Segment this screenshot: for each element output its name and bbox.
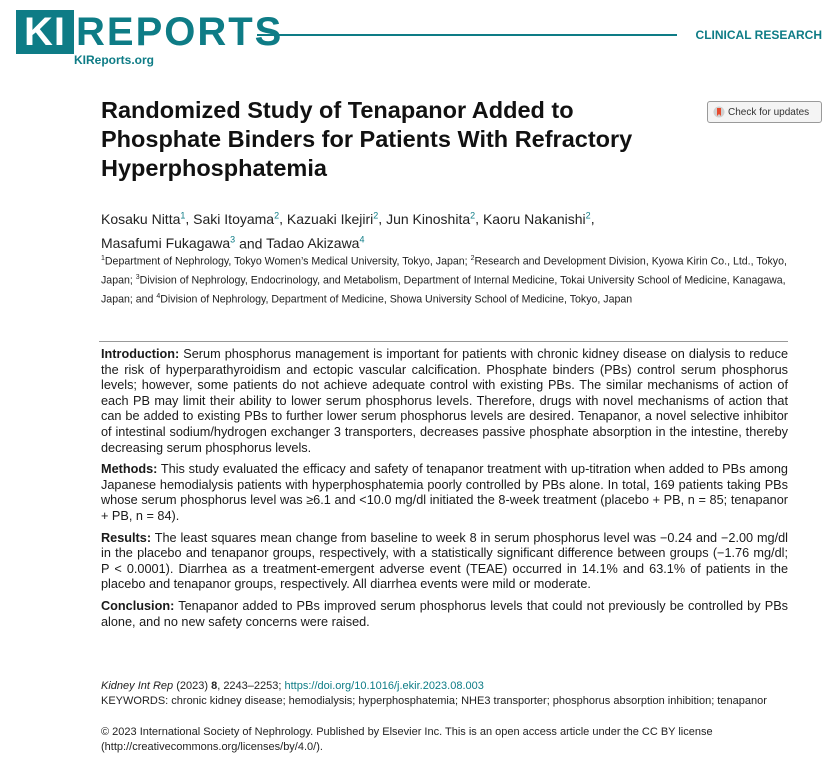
copyright-end: ). xyxy=(316,741,323,754)
section-heading: Results: xyxy=(101,530,152,545)
author-list xyxy=(101,205,741,254)
author[interactable] xyxy=(101,235,235,251)
journal-url[interactable]: KIReports.org xyxy=(74,53,155,67)
abstract-methods xyxy=(101,462,788,524)
author-name: Kaoru Nakanishi xyxy=(482,210,586,227)
affiliation-marker: 3 xyxy=(135,274,140,282)
journal-name: Kidney Int Rep xyxy=(101,680,174,692)
section-heading: Conclusion: xyxy=(101,598,175,613)
citation-volume: 8 xyxy=(211,680,218,692)
affiliation-marker: 2 xyxy=(470,255,475,262)
author-affiliation-marker: 4 xyxy=(359,234,365,245)
author-separator: , xyxy=(279,210,287,227)
article-title: Randomized Study of Tenapanor Added to Phosphate Binders for Patients With Refractory Hyperphosphatemia xyxy=(101,97,633,181)
section-text: Tenapanor added to PBs improved serum phosphorus levels that could not previously be controlled by PBs alone, and no new safety concerns were raised. xyxy=(101,598,788,629)
author[interactable] xyxy=(266,235,364,251)
author-name: Saki Itoyama xyxy=(193,210,275,227)
section-text: This study evaluated the efficacy and safety of tenapanor treatment with up-titration when added to PBs among Japanese hemodialysis patients with hyperphosphatemia poorly controlled by PBs alone. In total, 169 patients taking PBs whose serum phosphorus level was ≥6.1 and <10.0 mg/dl initiated the 8-week treatment (placebo + PB, n = 85; tenapanor + PB, n = 84). xyxy=(101,462,788,523)
section-text: Serum phosphorus management is important for patients with chronic kidney disease on dialysis to reduce the risk of hyperparathyroidism and ectopic vascular calcification. Phosphate binders (PBs) control serum phosphorus levels; however, some patients do not achieve adequate control with existing PBs. The similar mechanisms of action of each PB may limit their ability to lower serum phosphorus levels. Therefore, drugs with novel mechanisms of action that can be added to existing PBs to further lower serum phosphorus levels are desired. Tenapanor, a novel selective inhibitor of intestinal sodium/hydrogen exchanger 3 transporters, decreases passive phosphate absorption in the intestine, thereby decreasing serum phosphorus levels. xyxy=(101,347,788,455)
citation xyxy=(101,679,788,694)
license-link[interactable]: http://creativecommons.org/licenses/by/4.0/ xyxy=(104,741,317,754)
affiliation-marker: 4 xyxy=(156,293,161,301)
doi-link[interactable]: https://doi.org/10.1016/j.ekir.2023.08.003 xyxy=(284,680,484,692)
author-affiliation-marker: 2 xyxy=(585,210,591,220)
copyright xyxy=(101,725,788,755)
author[interactable] xyxy=(386,211,475,227)
citation-year: (2023) xyxy=(173,680,212,692)
author-affiliation-marker: 1 xyxy=(180,210,186,220)
header-divider xyxy=(257,34,677,36)
author-separator: , xyxy=(590,210,595,227)
check-for-updates-button[interactable] xyxy=(707,101,822,123)
abstract-conclusion xyxy=(101,599,788,630)
author-name: Kosaku Nitta xyxy=(101,210,181,227)
copyright-text: © 2023 International Society of Nephrology. Published by Elsevier Inc. This is an open access article under the CC BY license ( xyxy=(101,726,713,754)
author-separator: and xyxy=(235,235,267,252)
affiliation-text: Department of Nephrology, Tokyo Women’s Medical University, Tokyo, Japan; xyxy=(104,255,471,268)
section-text: The least squares mean change from baseline to week 8 in serum phosphorus level was −0.24 and −2.00 mg/dl in the placebo and tenapanor groups, respectively, with a statistically significant difference between groups (−1.76 mg/dl; P < 0.0001). Diarrhea as a treatment-emergent adverse event (TEAE) occurred in 14.1% and 63.1% of patients in the placebo and tenapanor groups, respectively. All diarrhea events were mild or moderate. xyxy=(101,530,788,592)
abstract-introduction xyxy=(101,347,788,456)
affiliation-text: Division of Nephrology, Department of Medicine, Showa University School of Medicine, Tokyo, Japan xyxy=(160,293,633,306)
section-heading: Methods: xyxy=(101,462,158,477)
author-separator: , xyxy=(378,210,387,227)
author-affiliation-marker: 2 xyxy=(470,210,476,220)
author-name: Jun Kinoshita xyxy=(386,210,471,227)
author-name: Kazuaki Ikejiri xyxy=(286,210,374,227)
abstract-divider xyxy=(99,341,788,342)
affiliation-text: Research and Development Division, Kyowa Kirin Co., Ltd., Tokyo, Japan; xyxy=(101,255,787,287)
author-affiliation-marker: 3 xyxy=(230,234,236,245)
author[interactable] xyxy=(287,211,378,227)
section-label: CLINICAL RESEARCH xyxy=(695,28,822,42)
journal-logo-reports: REPORTS xyxy=(76,10,284,54)
author[interactable] xyxy=(193,211,279,227)
author-separator: , xyxy=(185,210,194,227)
journal-logo-ki: KI xyxy=(16,10,74,54)
author-affiliation-marker: 2 xyxy=(274,210,280,220)
check-for-updates-icon xyxy=(713,106,725,118)
affiliation-text: Division of Nephrology, Endocrinology, and Metabolism, Department of Internal Medicine, Tokai University School of Medicine, Kanagawa, Japan; and xyxy=(101,274,786,306)
author-separator: , xyxy=(475,210,483,227)
check-for-updates-label: Check for updates xyxy=(728,107,810,118)
keywords: KEYWORDS: chronic kidney disease; hemodialysis; hyperphosphatemia; NHE3 transporter; phosphorus absorption inhibition; tenapanor xyxy=(101,695,767,707)
author-name: Tadao Akizawa xyxy=(266,235,360,252)
section-heading: Introduction: xyxy=(101,347,180,361)
affiliation-list xyxy=(101,251,789,308)
author-affiliation-marker: 2 xyxy=(373,210,379,220)
affiliation-marker: 1 xyxy=(101,255,105,262)
citation-pages: , 2243–2253; xyxy=(217,680,285,692)
abstract-results xyxy=(101,531,788,593)
abstract xyxy=(101,347,788,636)
author[interactable] xyxy=(101,211,185,227)
author[interactable] xyxy=(483,211,591,227)
author-name: Masafumi Fukagawa xyxy=(101,235,231,252)
